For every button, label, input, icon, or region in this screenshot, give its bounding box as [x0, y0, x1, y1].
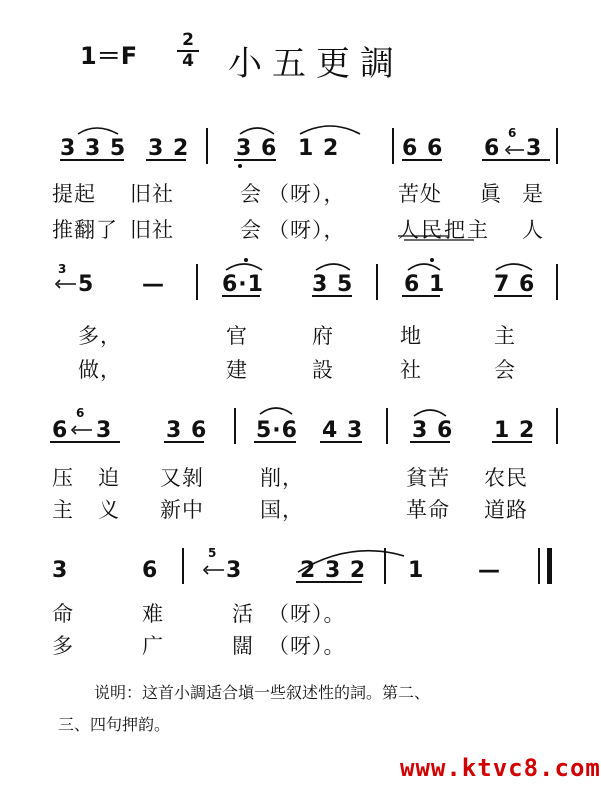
lyric: 难 — [142, 602, 164, 626]
note-group: 3 — [52, 558, 69, 583]
note-group: 3 — [96, 418, 113, 443]
grace-note: 5 — [208, 546, 217, 560]
note-group: 4 3 — [322, 418, 364, 443]
slur — [240, 128, 274, 134]
note-group: 3 2 — [148, 136, 190, 161]
note-group: 6 — [484, 136, 501, 161]
slur — [226, 264, 262, 270]
grace-arrow — [56, 280, 76, 288]
lyric: 設 — [312, 358, 334, 382]
note-group: 1 — [408, 558, 425, 583]
lyric: 主 — [52, 498, 74, 522]
lyric: 国， — [260, 498, 304, 522]
slur — [316, 264, 350, 270]
lyric: 主 — [494, 324, 516, 348]
lyric: 建 — [226, 358, 248, 382]
slur — [260, 408, 292, 414]
lyric: 眞 — [480, 182, 502, 206]
note-group: 6 — [142, 558, 159, 583]
lyric: （呀）， — [268, 182, 346, 206]
note-group: 2 3 2 — [300, 558, 367, 583]
note-group: 5·6 — [256, 418, 298, 443]
slur — [414, 410, 446, 416]
grace-arrow — [506, 146, 524, 154]
lyric: 又剝 — [160, 466, 204, 490]
note-group: 5 — [78, 272, 95, 297]
lyric: 命 — [52, 602, 74, 626]
note-group: 6 6 — [402, 136, 444, 161]
lyric: （呀）， — [268, 218, 346, 242]
note-group: — — [478, 558, 501, 583]
song-title: 小五更調 — [228, 44, 404, 84]
lyric: 做， — [78, 358, 122, 382]
slur — [300, 126, 360, 134]
lyric: 是 — [522, 182, 544, 206]
slur — [408, 264, 440, 270]
lyric: 旧社 — [130, 218, 174, 242]
grace-note: 6 — [76, 406, 85, 420]
note-group: 6 — [52, 418, 69, 443]
lyric: 苦处 — [398, 182, 442, 206]
lyric: 会 — [494, 358, 516, 382]
note-group: 3 5 — [312, 272, 354, 297]
lyric: 社 — [400, 358, 422, 382]
note-group: 3 6 — [412, 418, 454, 443]
lyric: 活 — [232, 602, 254, 626]
lyric: 人 — [522, 218, 544, 242]
slur — [496, 264, 532, 270]
grace-arrow — [204, 566, 224, 574]
lyric: 提起 — [52, 182, 96, 206]
lyric: 貧苦 — [406, 466, 450, 490]
footnote-line-2: 三、四句押韵。 — [58, 715, 171, 734]
footnote-line-1: 说明：这首小調适合塡一些叙述性的詞。第二、 — [94, 683, 431, 702]
lyric: 府 — [312, 324, 334, 348]
lyric: 削， — [260, 466, 304, 490]
note-group: 1 2 — [494, 418, 536, 443]
lyric: 推翻了 — [52, 218, 118, 242]
lyric: 多， — [78, 324, 122, 348]
octave-dot — [244, 258, 248, 262]
lyric: 会 — [240, 182, 262, 206]
note-group: 7 6 — [494, 272, 536, 297]
lyric: 闊 — [232, 634, 254, 658]
lyric: 压 — [52, 466, 74, 490]
watermark: www.ktvc8.com — [400, 754, 601, 782]
lyric: 新中 — [160, 498, 204, 522]
note-group: 3 6 — [236, 136, 278, 161]
note-group: — — [142, 272, 165, 297]
lyric: 革命 — [406, 498, 450, 522]
note-group: 1 2 — [298, 136, 340, 161]
lyric: 会 — [240, 218, 262, 242]
lyric: 农民 — [484, 466, 528, 490]
lyric: 官 — [226, 324, 248, 348]
time-denominator: 4 — [182, 51, 194, 71]
lyric: 旧社 — [130, 182, 174, 206]
note-group: 3 — [226, 558, 243, 583]
lyric: （呀）。 — [268, 634, 346, 658]
lyric: 义 — [98, 498, 120, 522]
grace-note: 3 — [58, 262, 67, 276]
lyric: （呀）。 — [268, 602, 346, 626]
octave-dot — [238, 164, 242, 168]
note-group: 6·1 — [222, 272, 264, 297]
lyric: 广 — [142, 634, 164, 658]
lyric: 迫 — [98, 466, 120, 490]
slur — [298, 551, 404, 572]
key-signature: 1＝F — [80, 42, 138, 70]
lyric: 人民把主 — [398, 218, 490, 242]
octave-dot — [430, 258, 434, 262]
lyric: 地 — [400, 324, 422, 348]
note-group: 6 1 — [404, 272, 446, 297]
note-group: 3 3 5 — [60, 136, 127, 161]
note-group: 3 6 — [166, 418, 208, 443]
note-group: 3 — [526, 136, 543, 161]
grace-note: 6 — [508, 126, 517, 140]
grace-arrow — [72, 426, 92, 434]
slur — [78, 128, 118, 134]
lyric: 道路 — [484, 498, 528, 522]
time-numerator: 2 — [182, 30, 194, 50]
lyric: 多 — [52, 634, 74, 658]
